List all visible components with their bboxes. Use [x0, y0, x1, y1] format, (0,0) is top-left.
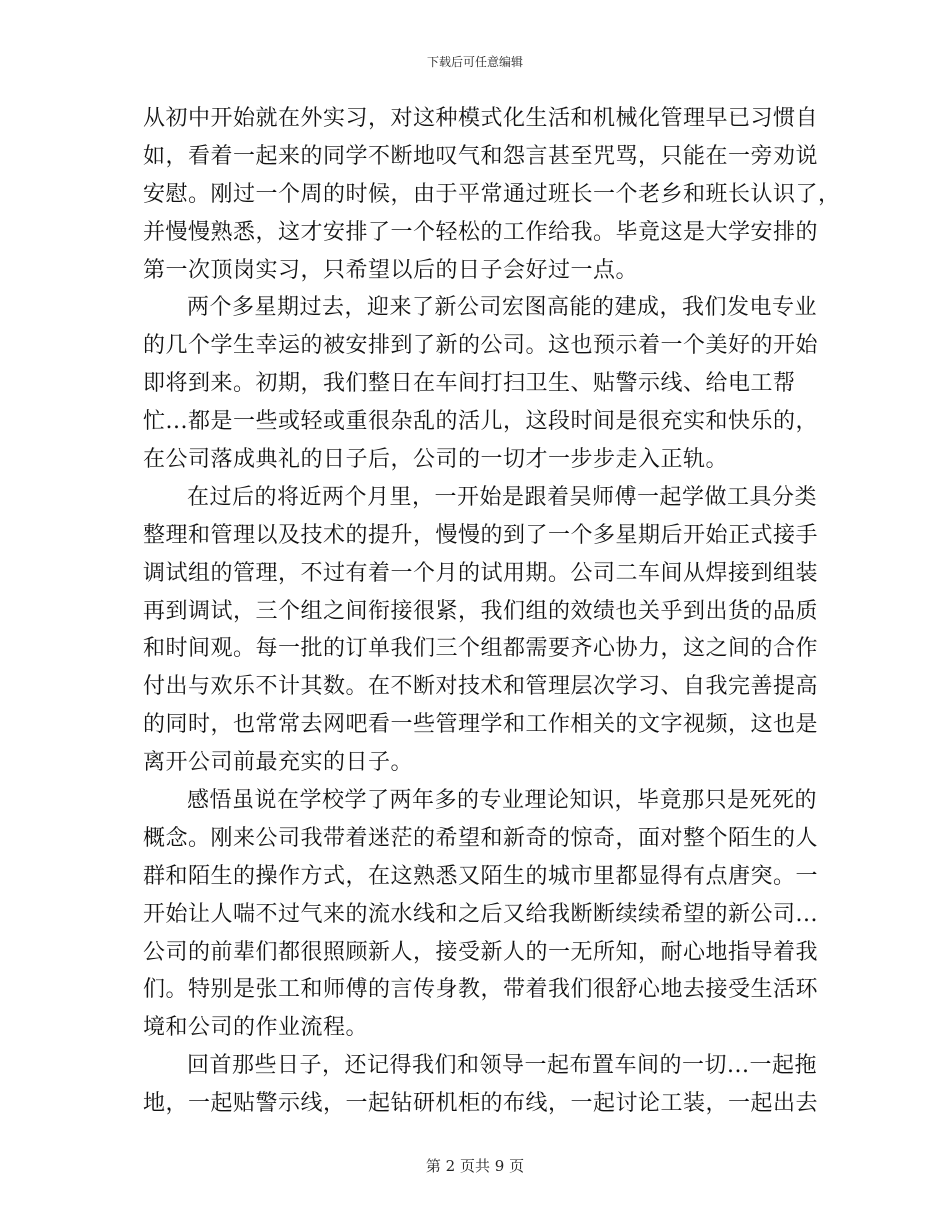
document-body [143, 100, 841, 1123]
text-line: 群和陌生的操作方式，在这熟悉又陌生的城市里都显得有点唐突。一 [143, 863, 819, 889]
text-line: 地，一起贴警示线，一起钻研机柜的布线，一起讨论工装，一起出去 [143, 1091, 819, 1117]
text-line: 概念。刚来公司我带着迷茫的希望和新奇的惊奇，面对整个陌生的人 [143, 825, 819, 851]
text-line: 境和公司的作业流程。 [143, 1015, 369, 1041]
text-line: 从初中开始就在外实习，对这种模式化生活和机械化管理早已习惯自 [143, 106, 819, 131]
text-line: 的同时，也常常去网吧看一些管理学和工作相关的文字视频，这也是 [143, 712, 819, 738]
text-line: 如，看着一起来的同学不断地叹气和怨言甚至咒骂，只能在一旁劝说 [143, 143, 819, 169]
text-line: 开始让人喘不过气来的流水线和之后又给我断断续续希望的新公司... [143, 901, 818, 927]
page-footer: 第 2 页共 9 页 [425, 1157, 525, 1175]
text-line: 第一次顶岗实习，只希望以后的日子会好过一点。 [143, 257, 639, 283]
text-line: 们。特别是张工和师傅的言传身教，带着我们很舒心地去接受生活环 [143, 977, 819, 1003]
text-line: 再到调试，三个组之间衔接很紧，我们组的效绩也关乎到出货的品质 [143, 598, 819, 624]
text-line: 离开公司前最充实的日子。 [143, 750, 414, 776]
paragraph-start-line: 感悟虽说在学校学了两年多的专业理论知识，毕竟那只是死死的 [187, 788, 818, 814]
paragraph-start-line: 在过后的将近两个月里，一开始是跟着吴师傅一起学做工具分类 [187, 484, 818, 510]
text-line: 在公司落成典礼的日子后，公司的一切才一步步走入正轨。 [143, 447, 729, 473]
text-line: 公司的前辈们都很照顾新人，接受新人的一无所知，耐心地指导着我 [143, 939, 819, 965]
text-line: 付出与欢乐不计其数。在不断对技术和管理层次学习、自我完善提高 [143, 674, 819, 700]
paragraph-start-line: 回首那些日子，还记得我们和领导一起布置车间的一切...一起拖 [187, 1053, 817, 1079]
text-line: 调试组的管理，不过有着一个月的试用期。公司二车间从焊接到组装 [143, 560, 819, 586]
text-line: 忙...都是一些或轻或重很杂乱的活儿，这段时间是很充实和快乐的， [143, 409, 818, 435]
text-line: 的几个学生幸运的被安排到了新的公司。这也预示着一个美好的开始 [143, 333, 819, 359]
text-line: 并慢慢熟悉，这才安排了一个轻松的工作给我。毕竟这是大学安排的 [143, 219, 819, 245]
text-line: 整理和管理以及技术的提升，慢慢的到了一个多星期后开始正式接手 [143, 522, 819, 548]
page-header: 下载后可任意编辑 [426, 55, 523, 69]
text-line: 安慰。刚过一个周的时候，由于平常通过班长一个老乡和班长认识了， [143, 181, 841, 207]
paragraph-start-line: 两个多星期过去，迎来了新公司宏图高能的建成，我们发电专业 [187, 295, 818, 321]
text-line: 即将到来。初期，我们整日在车间打扫卫生、贴警示线、给电工帮 [143, 371, 796, 397]
text-line: 和时间观。每一批的订单我们三个组都需要齐心协力，这之间的合作 [143, 636, 819, 662]
